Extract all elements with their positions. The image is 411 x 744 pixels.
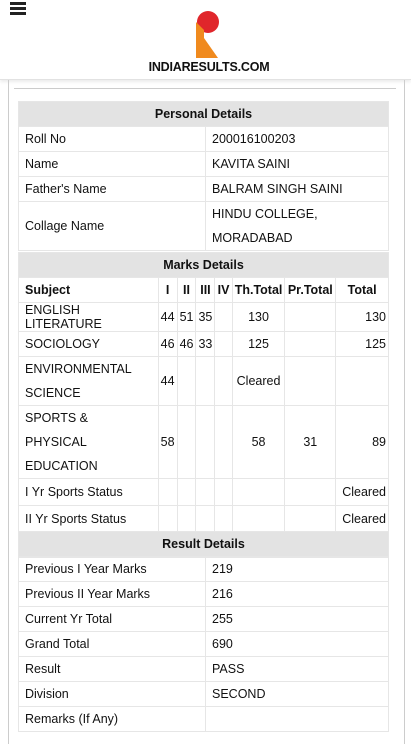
prev-ii-year-label: Previous II Year Marks [19, 582, 206, 607]
remarks-value [206, 707, 389, 732]
mark-cell [285, 506, 336, 532]
mark-cell: 130 [336, 303, 389, 332]
prev-ii-year-value: 216 [206, 582, 389, 607]
mark-cell [177, 506, 196, 532]
mark-cell: 89 [336, 406, 389, 479]
table-row [19, 303, 389, 332]
mark-cell [177, 357, 196, 406]
mark-cell: 33 [196, 332, 215, 357]
personal-details-table [18, 101, 389, 251]
col-iv: IV [215, 278, 232, 303]
current-yr-total-value: 255 [206, 607, 389, 632]
mark-cell [285, 332, 336, 357]
mark-cell: 51 [177, 303, 196, 332]
col-i: I [158, 278, 177, 303]
mark-cell [215, 303, 232, 332]
result-details-title: Result Details [19, 532, 389, 557]
personal-details-title: Personal Details [19, 102, 389, 127]
subject-name: ENGLISH LITERATURE [19, 303, 159, 332]
mark-cell: 31 [285, 406, 336, 479]
col-th-total: Th.Total [232, 278, 285, 303]
result-content [8, 80, 405, 744]
table-row [19, 506, 389, 532]
grand-total-value: 690 [206, 632, 389, 657]
col-iii: III [196, 278, 215, 303]
grand-total-label: Grand Total [19, 632, 206, 657]
mark-cell [215, 506, 232, 532]
result-value: PASS [206, 657, 389, 682]
mark-cell: 35 [196, 303, 215, 332]
col-subject: Subject [19, 278, 159, 303]
result-label: Result [19, 657, 206, 682]
prev-i-year-value: 219 [206, 557, 389, 582]
logo-mark-icon [144, 8, 274, 60]
division-value: SECOND [206, 682, 389, 707]
mark-cell [158, 479, 177, 506]
col-ii: II [177, 278, 196, 303]
result-details-table [18, 531, 389, 732]
mark-cell: 58 [232, 406, 285, 479]
table-row [19, 479, 389, 506]
subject-name: I Yr Sports Status [19, 479, 159, 506]
mark-cell [177, 479, 196, 506]
prev-i-year-label: Previous I Year Marks [19, 557, 206, 582]
status-cell: Cleared [336, 479, 389, 506]
table-row [19, 357, 389, 406]
col-pr-total: Pr.Total [285, 278, 336, 303]
remarks-label: Remarks (If Any) [19, 707, 206, 732]
mark-cell: 46 [158, 332, 177, 357]
mark-cell [215, 479, 232, 506]
father-name-label: Father's Name [19, 177, 206, 202]
marks-details-title: Marks Details [19, 253, 389, 278]
table-row [19, 406, 389, 479]
mark-cell [285, 303, 336, 332]
site-logo[interactable] [144, 8, 274, 76]
mark-cell: 125 [336, 332, 389, 357]
mark-cell [285, 479, 336, 506]
mark-cell [196, 506, 215, 532]
result-panel [14, 88, 396, 89]
mark-cell [177, 406, 196, 479]
mark-cell [232, 479, 285, 506]
mark-cell [196, 406, 215, 479]
mark-cell: 130 [232, 303, 285, 332]
name-label: Name [19, 152, 206, 177]
logo-text: INDIARESULTS.COM [148, 60, 270, 74]
college-name-label: Collage Name [19, 202, 206, 251]
mark-cell [196, 479, 215, 506]
college-name-value: HINDU COLLEGE, MORADABAD [206, 202, 389, 251]
division-label: Division [19, 682, 206, 707]
mark-cell: 44 [158, 357, 177, 406]
roll-no-value: 200016100203 [206, 127, 389, 152]
mark-cell [215, 406, 232, 479]
subject-name: SPORTS & PHYSICAL EDUCATION [19, 406, 159, 479]
mark-cell: 125 [232, 332, 285, 357]
mark-cell [232, 506, 285, 532]
mark-cell: 58 [158, 406, 177, 479]
subject-name: SOCIOLOGY [19, 332, 159, 357]
table-row [19, 332, 389, 357]
roll-no-label: Roll No [19, 127, 206, 152]
status-cell: Cleared [336, 506, 389, 532]
mark-cell [285, 357, 336, 406]
mark-cell [336, 357, 389, 406]
father-name-value: BALRAM SINGH SAINI [206, 177, 389, 202]
current-yr-total-label: Current Yr Total [19, 607, 206, 632]
subject-name: II Yr Sports Status [19, 506, 159, 532]
mark-cell: Cleared [232, 357, 285, 406]
mark-cell: 46 [177, 332, 196, 357]
subject-name: ENVIRONMENTAL SCIENCE [19, 357, 159, 406]
col-total: Total [336, 278, 389, 303]
top-header [0, 0, 411, 80]
hamburger-menu-icon[interactable] [10, 2, 26, 14]
mark-cell [196, 357, 215, 406]
mark-cell [215, 357, 232, 406]
mark-cell: 44 [158, 303, 177, 332]
marks-details-table [18, 252, 389, 558]
mark-cell [215, 332, 232, 357]
name-value: KAVITA SAINI [206, 152, 389, 177]
mark-cell [158, 506, 177, 532]
